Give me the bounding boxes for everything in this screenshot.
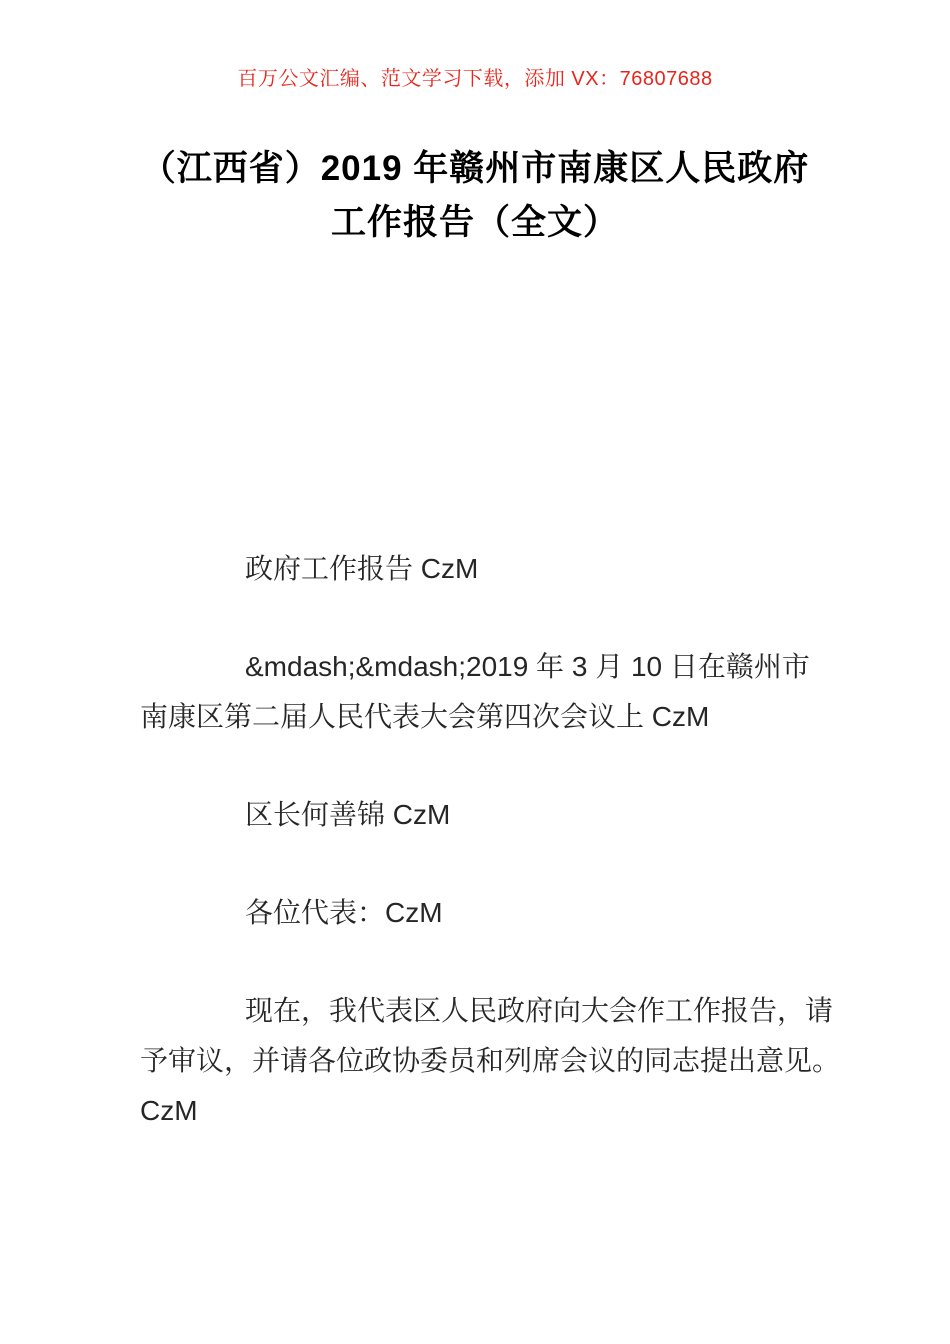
paragraph (140, 544, 822, 594)
paragraph-line: 南康区第二届人民代表大会第四次会议上 CzM (140, 701, 710, 732)
paragraph (140, 986, 841, 1136)
document-title (0, 142, 950, 250)
paragraph (140, 790, 822, 840)
paragraph-line: 各位代表：CzM (245, 897, 443, 928)
title-line-2: 工作报告（全文） (330, 203, 619, 242)
title-line-1: （江西省）2019 年赣州市南康区人民政府 (140, 149, 810, 188)
paragraph-line: 予审议，并请各位政协委员和列席会议的同志提出意见。 (140, 1045, 841, 1076)
promo-notice: 百万公文汇编、范文学习下载，添加 VX：76807688 (237, 68, 713, 90)
paragraph-line: CzM (140, 1095, 198, 1126)
paragraph-line: 政府工作报告 CzM (245, 553, 479, 584)
paragraph-line: &mdash;&mdash;2019 年 3 月 10 日在赣州市 (245, 651, 810, 682)
paragraph-line: 现在，我代表区人民政府向大会作工作报告，请 (245, 995, 834, 1026)
paragraph (140, 888, 822, 938)
document-body (0, 544, 950, 1136)
paragraph (140, 642, 822, 742)
paragraph-line: 区长何善锦 CzM (245, 799, 451, 830)
